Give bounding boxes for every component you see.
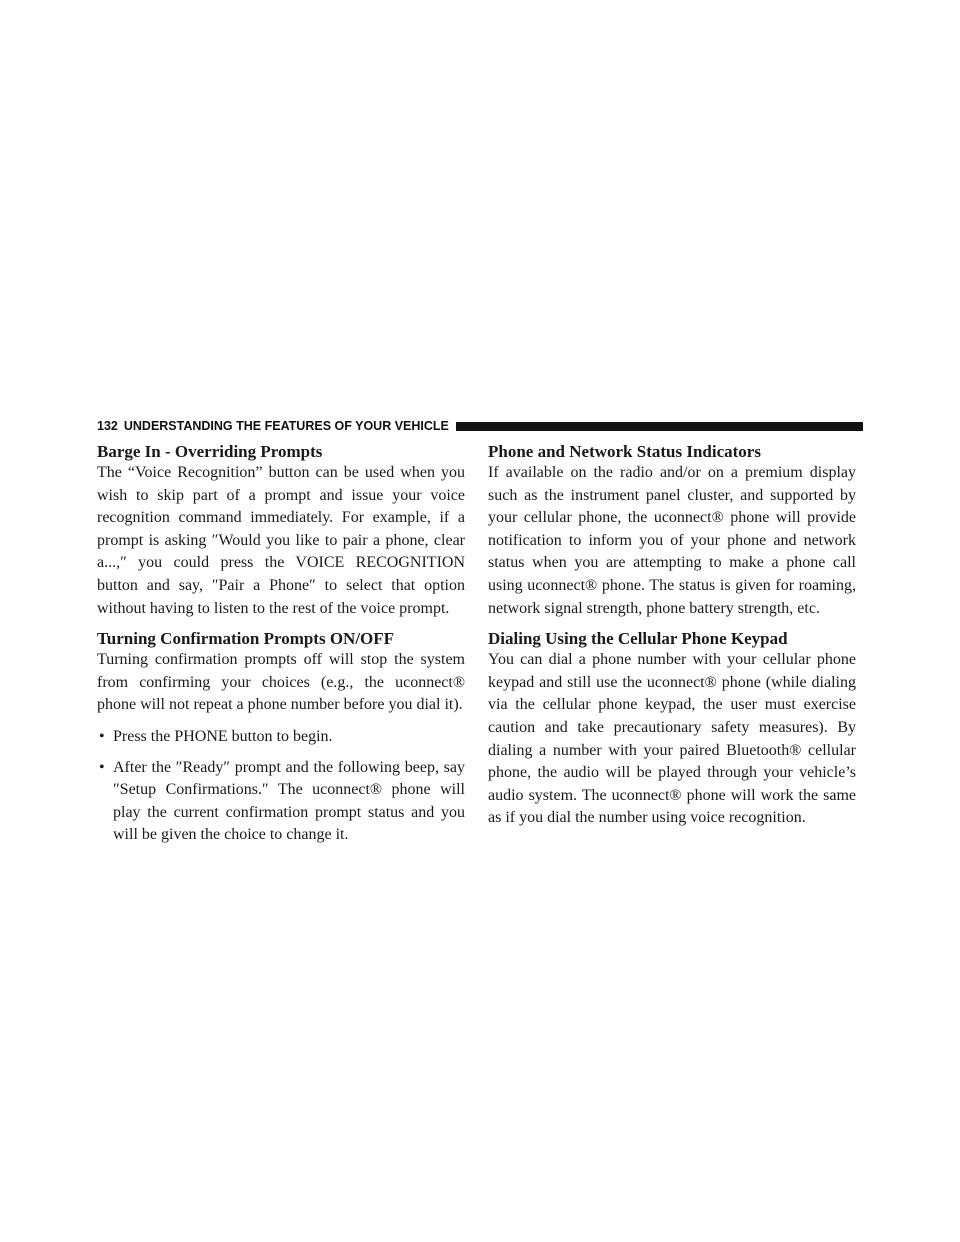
instruction-list <box>97 726 465 847</box>
section-body-confirmation-prompts: Turning confirmation prompts off will stop the system from confirming your choices (e.g., the uconnect® phone will not repeat a phone number before you dial it). <box>97 651 465 714</box>
bullet-icon: • <box>99 727 105 745</box>
list-item <box>97 726 465 749</box>
header-title: UNDERSTANDING THE FEATURES OF YOUR VEHICLE <box>123 419 449 433</box>
page-number: 132 <box>97 419 118 433</box>
list-item-text: After the ″Ready″ prompt and the following beep, say ″Setup Confirmations.″ The uconnect® phone will play the current confirmation prompt status and you will be given the choice to change it. <box>113 758 465 844</box>
section-heading-dialing-keypad: Dialing Using the Cellular Phone Keypad <box>488 629 788 649</box>
section-body-status-indicators: If available on the radio and/or on a premium display such as the instrument panel cluster, and supported by your cellular phone, the uconnect® phone will provide notification to inform you of your phone and network status when you are attempting to make a phone call using uconnect® phone. The status is given for roaming, network signal strength, phone battery strength, etc. <box>488 464 856 617</box>
section-heading-status-indicators: Phone and Network Status Indicators <box>488 442 761 461</box>
list-item <box>97 757 465 847</box>
section-heading-confirmation-prompts: Turning Confirmation Prompts ON/OFF <box>97 629 395 649</box>
section-body-barge-in: The “Voice Recognition” button can be used when you wish to skip part of a prompt and issue your voice recognition command immediately. For example, if a prompt is asking ″Would you like to pair a phone, clear a...,″ you could press the VOICE RECOGNITION button and say, ″Pair a Phone″ to select that option without having to listen to the rest of the voice prompt. <box>97 464 465 617</box>
bullet-icon: • <box>99 758 105 776</box>
list-item-text: Press the PHONE button to begin. <box>113 727 333 745</box>
section-heading-barge-in: Barge In - Overriding Prompts <box>97 442 323 461</box>
header-rule <box>456 422 863 431</box>
left-column <box>97 442 465 855</box>
section-body-dialing-keypad: You can dial a phone number with your cellular phone keypad and still use the uconnect® phone (while dialing via the cellular phone keypad, the user must exercise caution and take precautionary safety measures). By dialing a number with your paired Bluetooth® cellular phone, the audio will be played through your vehicle’s audio system. The uconnect® phone will work the same as if you dial the number using voice recognition. <box>488 651 856 827</box>
right-column <box>488 442 856 830</box>
page-header <box>97 416 863 436</box>
